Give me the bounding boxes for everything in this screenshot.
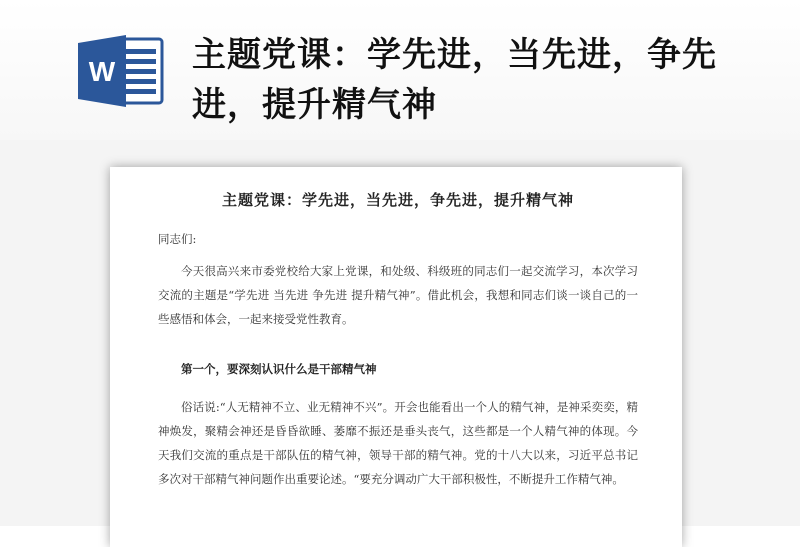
document-content	[158, 167, 638, 486]
word-icon	[76, 33, 164, 109]
paragraph-2: 俗话说:“人无精神不立、业无精神不兴”。开会也能看出一个人的精气神，是神采奕奕，精神焕发，聚精会神还是昏昏欲睡、萎靡不振还是垂头丧气，这些都是一个人精气神的体现。今天我们交流的重点是干部队伍的精气神，领导干部的精气神。党的十八大以来，习近平总书记多次对干部精气神问题作出重要论述。“要充分调动广大干部积极性，不断提升工作精气神。	[158, 400, 638, 486]
page-title: 主题党课：学先进，当先进，争先进，提升精气神	[192, 35, 717, 125]
word-logo-letter: W	[88, 56, 116, 87]
document-page	[110, 167, 682, 547]
section-heading-1: 第一个，要深刻认识什么是干部精气神	[181, 362, 377, 376]
salutation: 同志们:	[158, 232, 197, 246]
document-title: 主题党课：学先进，当先进，争先进，提升精气神	[221, 191, 574, 209]
paragraph-1: 今天很高兴来市委党校给大家上党课，和处级、科级班的同志们一起交流学习，本次学习交流的主题是“学先进 当先进 争先进 提升精气神”。借此机会，我想和同志们谈一谈自己的一些感悟和体会，一起来接受党性教育。	[158, 264, 638, 326]
